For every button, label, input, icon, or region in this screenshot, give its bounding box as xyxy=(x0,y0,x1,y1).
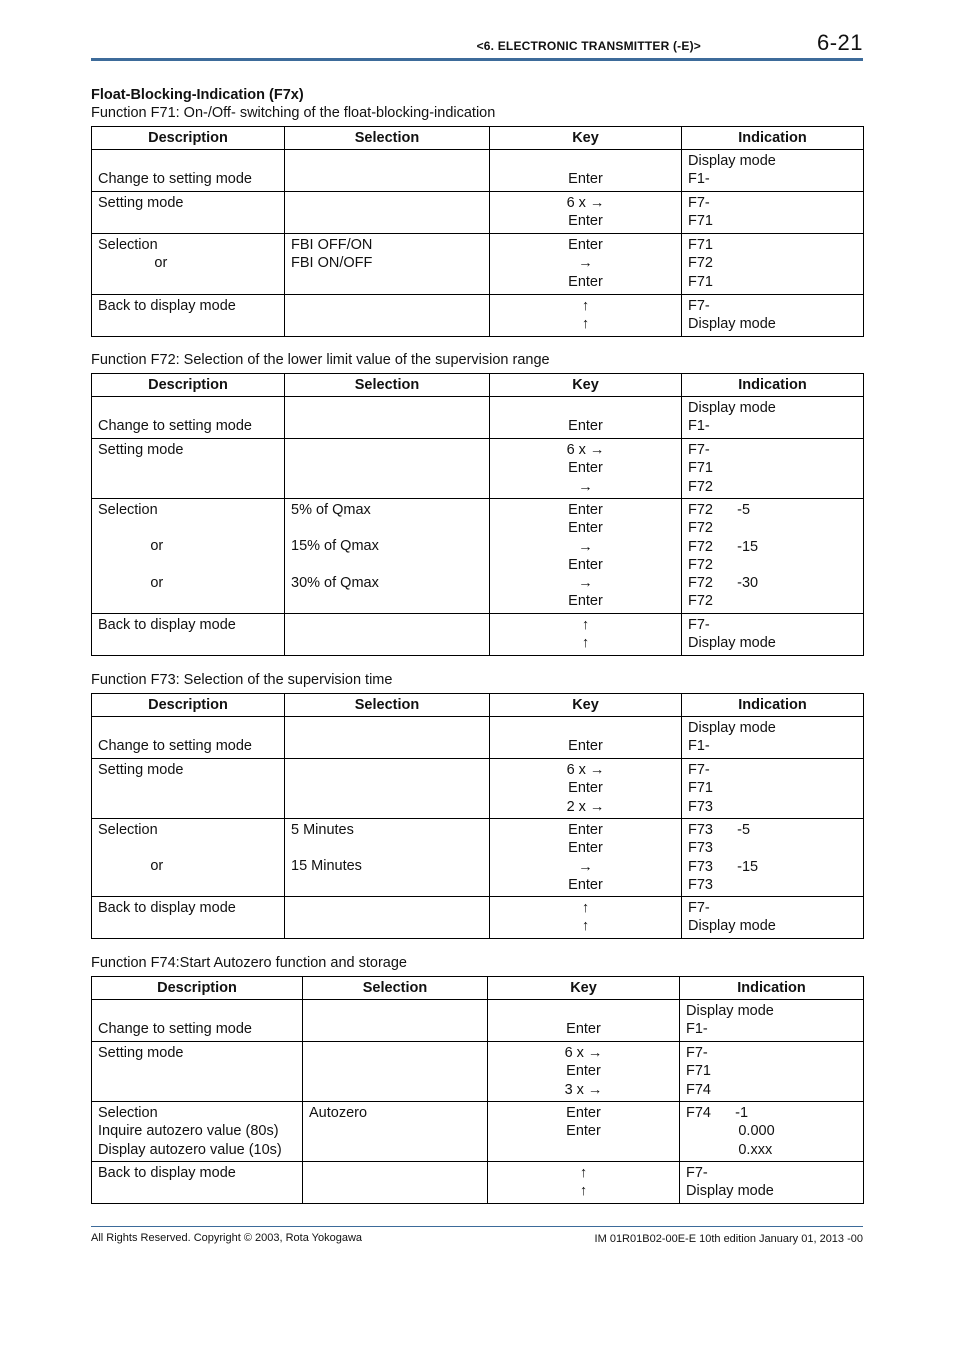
description-cell xyxy=(92,295,285,337)
key-line: ↑ xyxy=(579,1165,588,1181)
key-cell xyxy=(490,234,682,295)
key-line: Enter xyxy=(568,556,603,573)
key-line: 6 x → xyxy=(566,762,605,778)
key-cell xyxy=(490,397,682,439)
indication-cell xyxy=(680,1102,864,1162)
key-line: ↑ xyxy=(581,316,590,333)
indication-line: F7- xyxy=(686,1165,708,1181)
key-cell xyxy=(490,897,682,939)
indication-cell xyxy=(682,234,864,295)
description-line: Back to display mode xyxy=(98,900,236,917)
column-header-indication: Indication xyxy=(680,977,864,1000)
key-line: Enter xyxy=(568,876,603,893)
key-line: Enter xyxy=(568,822,603,838)
key-cell xyxy=(490,439,682,499)
description-cell xyxy=(92,150,285,192)
key-cell xyxy=(488,1042,680,1102)
description-line: Back to display mode xyxy=(98,617,236,633)
function-table xyxy=(91,976,864,1204)
indication-line: Display mode xyxy=(688,720,776,736)
key-line: 3 x → xyxy=(564,1081,603,1098)
header-section-title: <6. ELECTRONIC TRANSMITTER (-E)> xyxy=(476,39,701,53)
table-row xyxy=(92,439,864,499)
description-line: or xyxy=(98,858,164,875)
column-header-key: Key xyxy=(490,127,682,150)
indication-cell xyxy=(682,897,864,939)
table-row xyxy=(92,1042,864,1102)
description-cell xyxy=(92,499,285,614)
key-line: Enter xyxy=(568,237,603,253)
selection-line: Autozero xyxy=(309,1105,368,1121)
table-row xyxy=(92,234,864,295)
description-cell xyxy=(92,439,285,499)
description-line: Back to display mode xyxy=(98,298,236,314)
table-row xyxy=(92,717,864,759)
indication-line: F73 -15 xyxy=(688,858,759,875)
indication-line: F71 xyxy=(688,780,713,797)
function-caption: Function F72: Selection of the lower limit value of the supervision range xyxy=(91,352,550,368)
selection-cell xyxy=(285,150,490,192)
indication-line: F7- xyxy=(688,298,710,314)
key-line: Enter xyxy=(566,1063,601,1080)
indication-line: Display mode xyxy=(688,918,776,935)
description-line: Change to setting mode xyxy=(98,738,252,754)
indication-line: F72 xyxy=(688,478,713,495)
indication-line: F7- xyxy=(688,617,710,633)
description-cell xyxy=(92,1042,303,1102)
key-line: Enter xyxy=(568,273,603,290)
key-line xyxy=(494,1002,673,1020)
table-header-row xyxy=(92,374,864,397)
description-line xyxy=(98,519,278,537)
description-cell xyxy=(92,614,285,656)
key-line xyxy=(496,399,675,417)
description-line: Setting mode xyxy=(98,195,184,211)
description-line xyxy=(98,1002,296,1020)
function-table xyxy=(91,373,864,656)
key-cell xyxy=(490,499,682,614)
indication-line: F7- xyxy=(688,762,710,778)
key-line: Enter xyxy=(568,520,603,537)
description-line: Selection xyxy=(98,237,158,253)
description-line: Change to setting mode xyxy=(98,1021,252,1037)
indication-line: F74 xyxy=(686,1081,711,1098)
key-line: Enter xyxy=(568,502,603,518)
key-line: Enter xyxy=(568,460,603,477)
key-line: Enter xyxy=(568,213,603,230)
indication-line: F73 xyxy=(688,798,713,815)
selection-line: 15% of Qmax xyxy=(291,538,379,555)
indication-line: F74 -1 xyxy=(686,1105,749,1121)
table-row xyxy=(92,397,864,439)
table-row xyxy=(92,295,864,337)
description-line: Setting mode xyxy=(98,442,184,458)
indication-cell xyxy=(680,1042,864,1102)
indication-line: Display mode xyxy=(688,635,776,652)
description-cell xyxy=(92,1162,303,1204)
page-footer xyxy=(91,1226,863,1245)
indication-line: F71 xyxy=(688,460,713,477)
key-line: → xyxy=(578,255,593,272)
description-line: Back to display mode xyxy=(98,1165,236,1181)
column-header-selection: Selection xyxy=(285,694,490,717)
selection-line: FBI OFF/ON xyxy=(291,237,373,253)
selection-cell xyxy=(285,759,490,819)
key-line: ↑ xyxy=(581,617,590,633)
description-line xyxy=(98,839,278,857)
key-line: ↑ xyxy=(581,635,590,652)
selection-cell xyxy=(285,192,490,234)
table-row xyxy=(92,897,864,939)
selection-line: 5 Minutes xyxy=(291,822,354,838)
indication-cell xyxy=(682,819,864,897)
indication-cell xyxy=(682,439,864,499)
indication-cell xyxy=(682,150,864,192)
column-header-description: Description xyxy=(92,977,303,1000)
indication-line: F72 xyxy=(688,556,713,573)
description-line: Display autozero value (10s) xyxy=(98,1141,282,1158)
key-line: Enter xyxy=(568,840,603,857)
key-cell xyxy=(488,1102,680,1162)
description-cell xyxy=(92,897,285,939)
column-header-indication: Indication xyxy=(682,374,864,397)
table-header-row xyxy=(92,694,864,717)
description-cell xyxy=(92,759,285,819)
key-line: Enter xyxy=(566,1123,601,1140)
table-row xyxy=(92,499,864,614)
column-header-description: Description xyxy=(92,127,285,150)
description-line: or xyxy=(98,255,168,272)
selection-cell xyxy=(285,717,490,759)
key-line: Enter xyxy=(566,1105,601,1121)
description-line: Change to setting mode xyxy=(98,171,252,187)
selection-line xyxy=(291,519,483,537)
key-line: Enter xyxy=(568,738,603,754)
description-line: Selection xyxy=(98,822,158,838)
indication-line: F72 xyxy=(688,255,713,272)
key-line: Enter xyxy=(568,171,603,187)
selection-line: 15 Minutes xyxy=(291,858,362,875)
table-row xyxy=(92,759,864,819)
selection-cell xyxy=(285,819,490,897)
indication-line: Display mode xyxy=(686,1183,774,1200)
selection-cell xyxy=(303,1162,488,1204)
indication-cell xyxy=(682,614,864,656)
indication-line: F73 xyxy=(688,840,713,857)
indication-cell xyxy=(682,499,864,614)
description-cell xyxy=(92,397,285,439)
function-caption: Function F74:Start Autozero function and storage xyxy=(91,955,407,971)
key-cell xyxy=(490,717,682,759)
key-line: 6 x → xyxy=(564,1045,603,1061)
description-line xyxy=(98,556,278,574)
key-line: Enter xyxy=(568,418,603,434)
table-row xyxy=(92,150,864,192)
column-header-key: Key xyxy=(490,374,682,397)
indication-line: Display mode xyxy=(688,153,776,169)
indication-line: F71 xyxy=(688,273,713,290)
indication-line: F71 xyxy=(686,1063,711,1080)
key-cell xyxy=(490,614,682,656)
key-cell xyxy=(490,150,682,192)
table-row xyxy=(92,1102,864,1162)
key-line: ↑ xyxy=(579,1183,588,1200)
selection-cell xyxy=(285,439,490,499)
indication-line: F7- xyxy=(688,442,710,458)
description-cell xyxy=(92,1102,303,1162)
indication-line: Display mode xyxy=(688,400,776,416)
indication-line: F72 -5 xyxy=(688,502,751,518)
selection-cell xyxy=(285,897,490,939)
column-header-indication: Indication xyxy=(682,127,864,150)
selection-line: 30% of Qmax xyxy=(291,574,379,591)
indication-cell xyxy=(682,759,864,819)
selection-cell xyxy=(303,1000,488,1042)
column-header-description: Description xyxy=(92,694,285,717)
function-caption: Function F71: On-/Off- switching of the float-blocking-indication xyxy=(91,105,496,121)
indication-line: F73 -5 xyxy=(688,822,751,838)
function-table xyxy=(91,693,864,939)
column-header-selection: Selection xyxy=(285,374,490,397)
indication-line: F1- xyxy=(688,171,710,188)
table-row xyxy=(92,819,864,897)
column-header-key: Key xyxy=(488,977,680,1000)
indication-line: F71 xyxy=(688,237,713,253)
table-header-row xyxy=(92,127,864,150)
key-cell xyxy=(490,295,682,337)
indication-line: F72 -15 xyxy=(688,538,759,555)
indication-line: 0.000 xyxy=(686,1123,775,1140)
selection-line xyxy=(291,839,483,857)
indication-line: F1- xyxy=(688,418,710,435)
description-cell xyxy=(92,717,285,759)
selection-cell xyxy=(303,1042,488,1102)
section-heading: Float-Blocking-Indication (F7x) xyxy=(91,87,304,103)
selection-cell xyxy=(303,1102,488,1162)
key-line: 2 x → xyxy=(566,798,605,815)
description-cell xyxy=(92,1000,303,1042)
indication-line: F7- xyxy=(688,195,710,211)
key-line: → xyxy=(578,858,593,875)
key-cell xyxy=(488,1000,680,1042)
indication-cell xyxy=(682,717,864,759)
description-cell xyxy=(92,819,285,897)
key-line: ↑ xyxy=(581,900,590,917)
indication-line: F1- xyxy=(688,738,710,755)
key-line: → xyxy=(578,478,593,495)
page-number: 6-21 xyxy=(816,30,863,55)
column-header-indication: Indication xyxy=(682,694,864,717)
description-line xyxy=(98,399,278,417)
description-cell xyxy=(92,192,285,234)
column-header-description: Description xyxy=(92,374,285,397)
key-line: → xyxy=(578,538,593,555)
document-info: IM 01R01B02-00E-E 10th edition January 01, 2013 -00 xyxy=(594,1233,863,1245)
indication-line: F72 xyxy=(688,520,713,537)
indication-line: 0.xxx xyxy=(686,1141,773,1158)
description-line: Selection xyxy=(98,502,158,518)
table-row xyxy=(92,1000,864,1042)
indication-line: F73 xyxy=(688,876,713,893)
key-cell xyxy=(488,1162,680,1204)
indication-cell xyxy=(682,295,864,337)
description-line: Setting mode xyxy=(98,1045,184,1061)
function-caption: Function F73: Selection of the supervision time xyxy=(91,672,393,688)
description-line: Change to setting mode xyxy=(98,418,252,434)
indication-line: F7- xyxy=(686,1045,708,1061)
key-line: 6 x → xyxy=(566,195,605,211)
indication-line: Display mode xyxy=(688,316,776,333)
indication-line: F7- xyxy=(688,900,710,917)
description-line: Inquire autozero value (80s) xyxy=(98,1123,279,1140)
selection-cell xyxy=(285,234,490,295)
selection-line: 5% of Qmax xyxy=(291,502,371,518)
indication-line: F72 xyxy=(688,593,713,610)
description-line: or xyxy=(98,538,164,555)
indication-cell xyxy=(682,397,864,439)
table-row xyxy=(92,1162,864,1204)
key-line xyxy=(496,719,675,737)
column-header-key: Key xyxy=(490,694,682,717)
description-line xyxy=(98,152,278,170)
copyright-notice: All Rights Reserved. Copyright © 2003, Rota Yokogawa xyxy=(91,1232,363,1244)
key-line: ↑ xyxy=(581,918,590,935)
description-cell xyxy=(92,234,285,295)
key-cell xyxy=(490,759,682,819)
key-cell xyxy=(490,819,682,897)
key-line: Enter xyxy=(566,1021,601,1037)
indication-line: F71 xyxy=(688,213,713,230)
page-header xyxy=(91,28,863,61)
indication-line: F72 -30 xyxy=(688,575,759,592)
selection-cell xyxy=(285,499,490,614)
key-line: → xyxy=(578,575,593,592)
description-line: Setting mode xyxy=(98,762,184,778)
table-row xyxy=(92,614,864,656)
indication-line: Display mode xyxy=(686,1003,774,1019)
selection-line xyxy=(291,556,483,574)
column-header-selection: Selection xyxy=(303,977,488,1000)
description-line: or xyxy=(98,574,164,591)
key-line: Enter xyxy=(568,780,603,797)
key-line: Enter xyxy=(568,593,603,610)
indication-cell xyxy=(682,192,864,234)
table-header-row xyxy=(92,977,864,1000)
selection-line: FBI ON/OFF xyxy=(291,255,373,272)
indication-cell xyxy=(680,1000,864,1042)
description-line xyxy=(98,719,278,737)
table-row xyxy=(92,192,864,234)
key-cell xyxy=(490,192,682,234)
function-table xyxy=(91,126,864,337)
selection-cell xyxy=(285,614,490,656)
indication-line: F1- xyxy=(686,1021,708,1038)
description-line: Selection xyxy=(98,1105,158,1121)
key-line: 6 x → xyxy=(566,442,605,458)
column-header-selection: Selection xyxy=(285,127,490,150)
selection-cell xyxy=(285,295,490,337)
indication-cell xyxy=(680,1162,864,1204)
key-line xyxy=(496,152,675,170)
key-line: ↑ xyxy=(581,298,590,314)
selection-cell xyxy=(285,397,490,439)
